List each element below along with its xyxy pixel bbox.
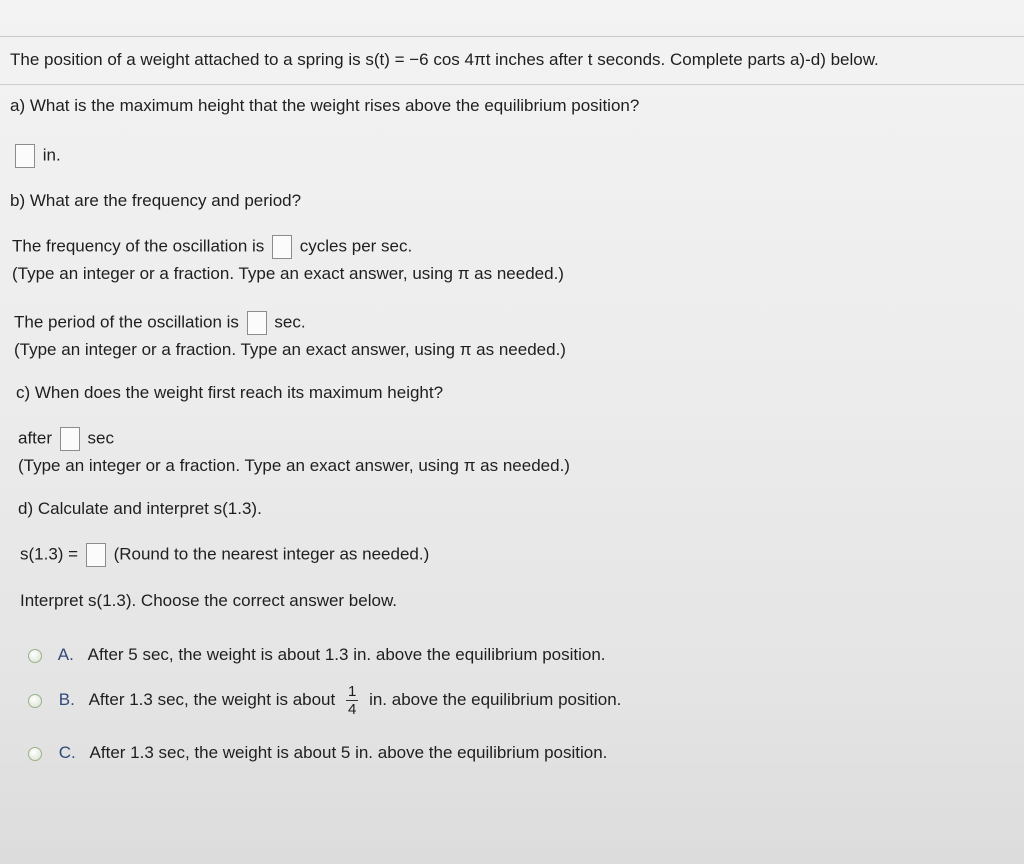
part-d-calc-row	[20, 543, 429, 567]
choice-c[interactable]	[28, 743, 607, 763]
choice-c-text: After 1.3 sec, the weight is about 5 in. above the equilibrium position.	[89, 743, 608, 762]
radio-button-c[interactable]	[28, 747, 42, 761]
frequency-row	[12, 235, 412, 259]
choice-b-fraction	[346, 684, 358, 717]
frequency-hint: (Type an integer or a fraction. Type an exact answer, using π as needed.)	[12, 264, 564, 283]
period-input[interactable]	[247, 311, 267, 335]
part-d-calc-hint: (Round to the nearest integer as needed.)	[113, 544, 430, 564]
max-height-input[interactable]	[15, 144, 35, 168]
period-row	[14, 311, 306, 335]
choice-c-letter: C.	[58, 743, 76, 762]
period-hint: (Type an integer or a fraction. Type an exact answer, using π as needed.)	[14, 340, 566, 359]
part-a-unit: in.	[42, 145, 61, 165]
max-height-time-input[interactable]	[60, 427, 80, 451]
part-b-question: b) What are the frequency and period?	[10, 191, 302, 210]
choice-a-text: After 5 sec, the weight is about 1.3 in. above the equilibrium position.	[87, 645, 606, 664]
part-d-question: d) Calculate and interpret s(1.3).	[18, 499, 262, 518]
choice-b-text-before: After 1.3 sec, the weight is about	[88, 689, 336, 709]
part-c-answer-row	[18, 427, 114, 451]
fraction-numerator: 1	[347, 683, 357, 700]
fraction-denominator: 4	[347, 701, 357, 718]
choice-b-text-after: in. above the equilibrium position.	[369, 689, 622, 709]
frequency-suffix: cycles per sec.	[299, 236, 413, 256]
interpret-prompt: Interpret s(1.3). Choose the correct answer below.	[20, 591, 398, 610]
period-suffix: sec.	[274, 312, 306, 332]
radio-button-b[interactable]	[28, 694, 42, 708]
choice-a-letter: A.	[57, 645, 74, 664]
part-c-hint: (Type an integer or a fraction. Type an exact answer, using π as needed.)	[18, 456, 570, 475]
s-value-input[interactable]	[86, 543, 106, 567]
frequency-prefix: The frequency of the oscillation is	[12, 236, 265, 256]
part-d-calc-prefix: s(1.3) =	[20, 544, 79, 564]
choice-b[interactable]	[28, 684, 621, 717]
choice-a[interactable]	[28, 645, 606, 665]
part-c-prefix: after	[18, 428, 53, 448]
radio-button-a[interactable]	[28, 649, 42, 663]
part-c-suffix: sec	[87, 428, 114, 448]
part-a-question: a) What is the maximum height that the weight rises above the equilibrium position?	[10, 96, 640, 115]
period-prefix: The period of the oscillation is	[14, 312, 239, 332]
part-a-answer-row	[12, 144, 61, 168]
top-divider	[0, 36, 1024, 37]
part-c-question: c) When does the weight first reach its maximum height?	[16, 383, 444, 402]
frequency-input[interactable]	[272, 235, 292, 259]
choice-b-letter: B.	[58, 689, 75, 709]
problem-statement: The position of a weight attached to a spring is s(t) = −6 cos 4πt inches after t seconds. Complete parts a)-d) below.	[10, 50, 879, 69]
